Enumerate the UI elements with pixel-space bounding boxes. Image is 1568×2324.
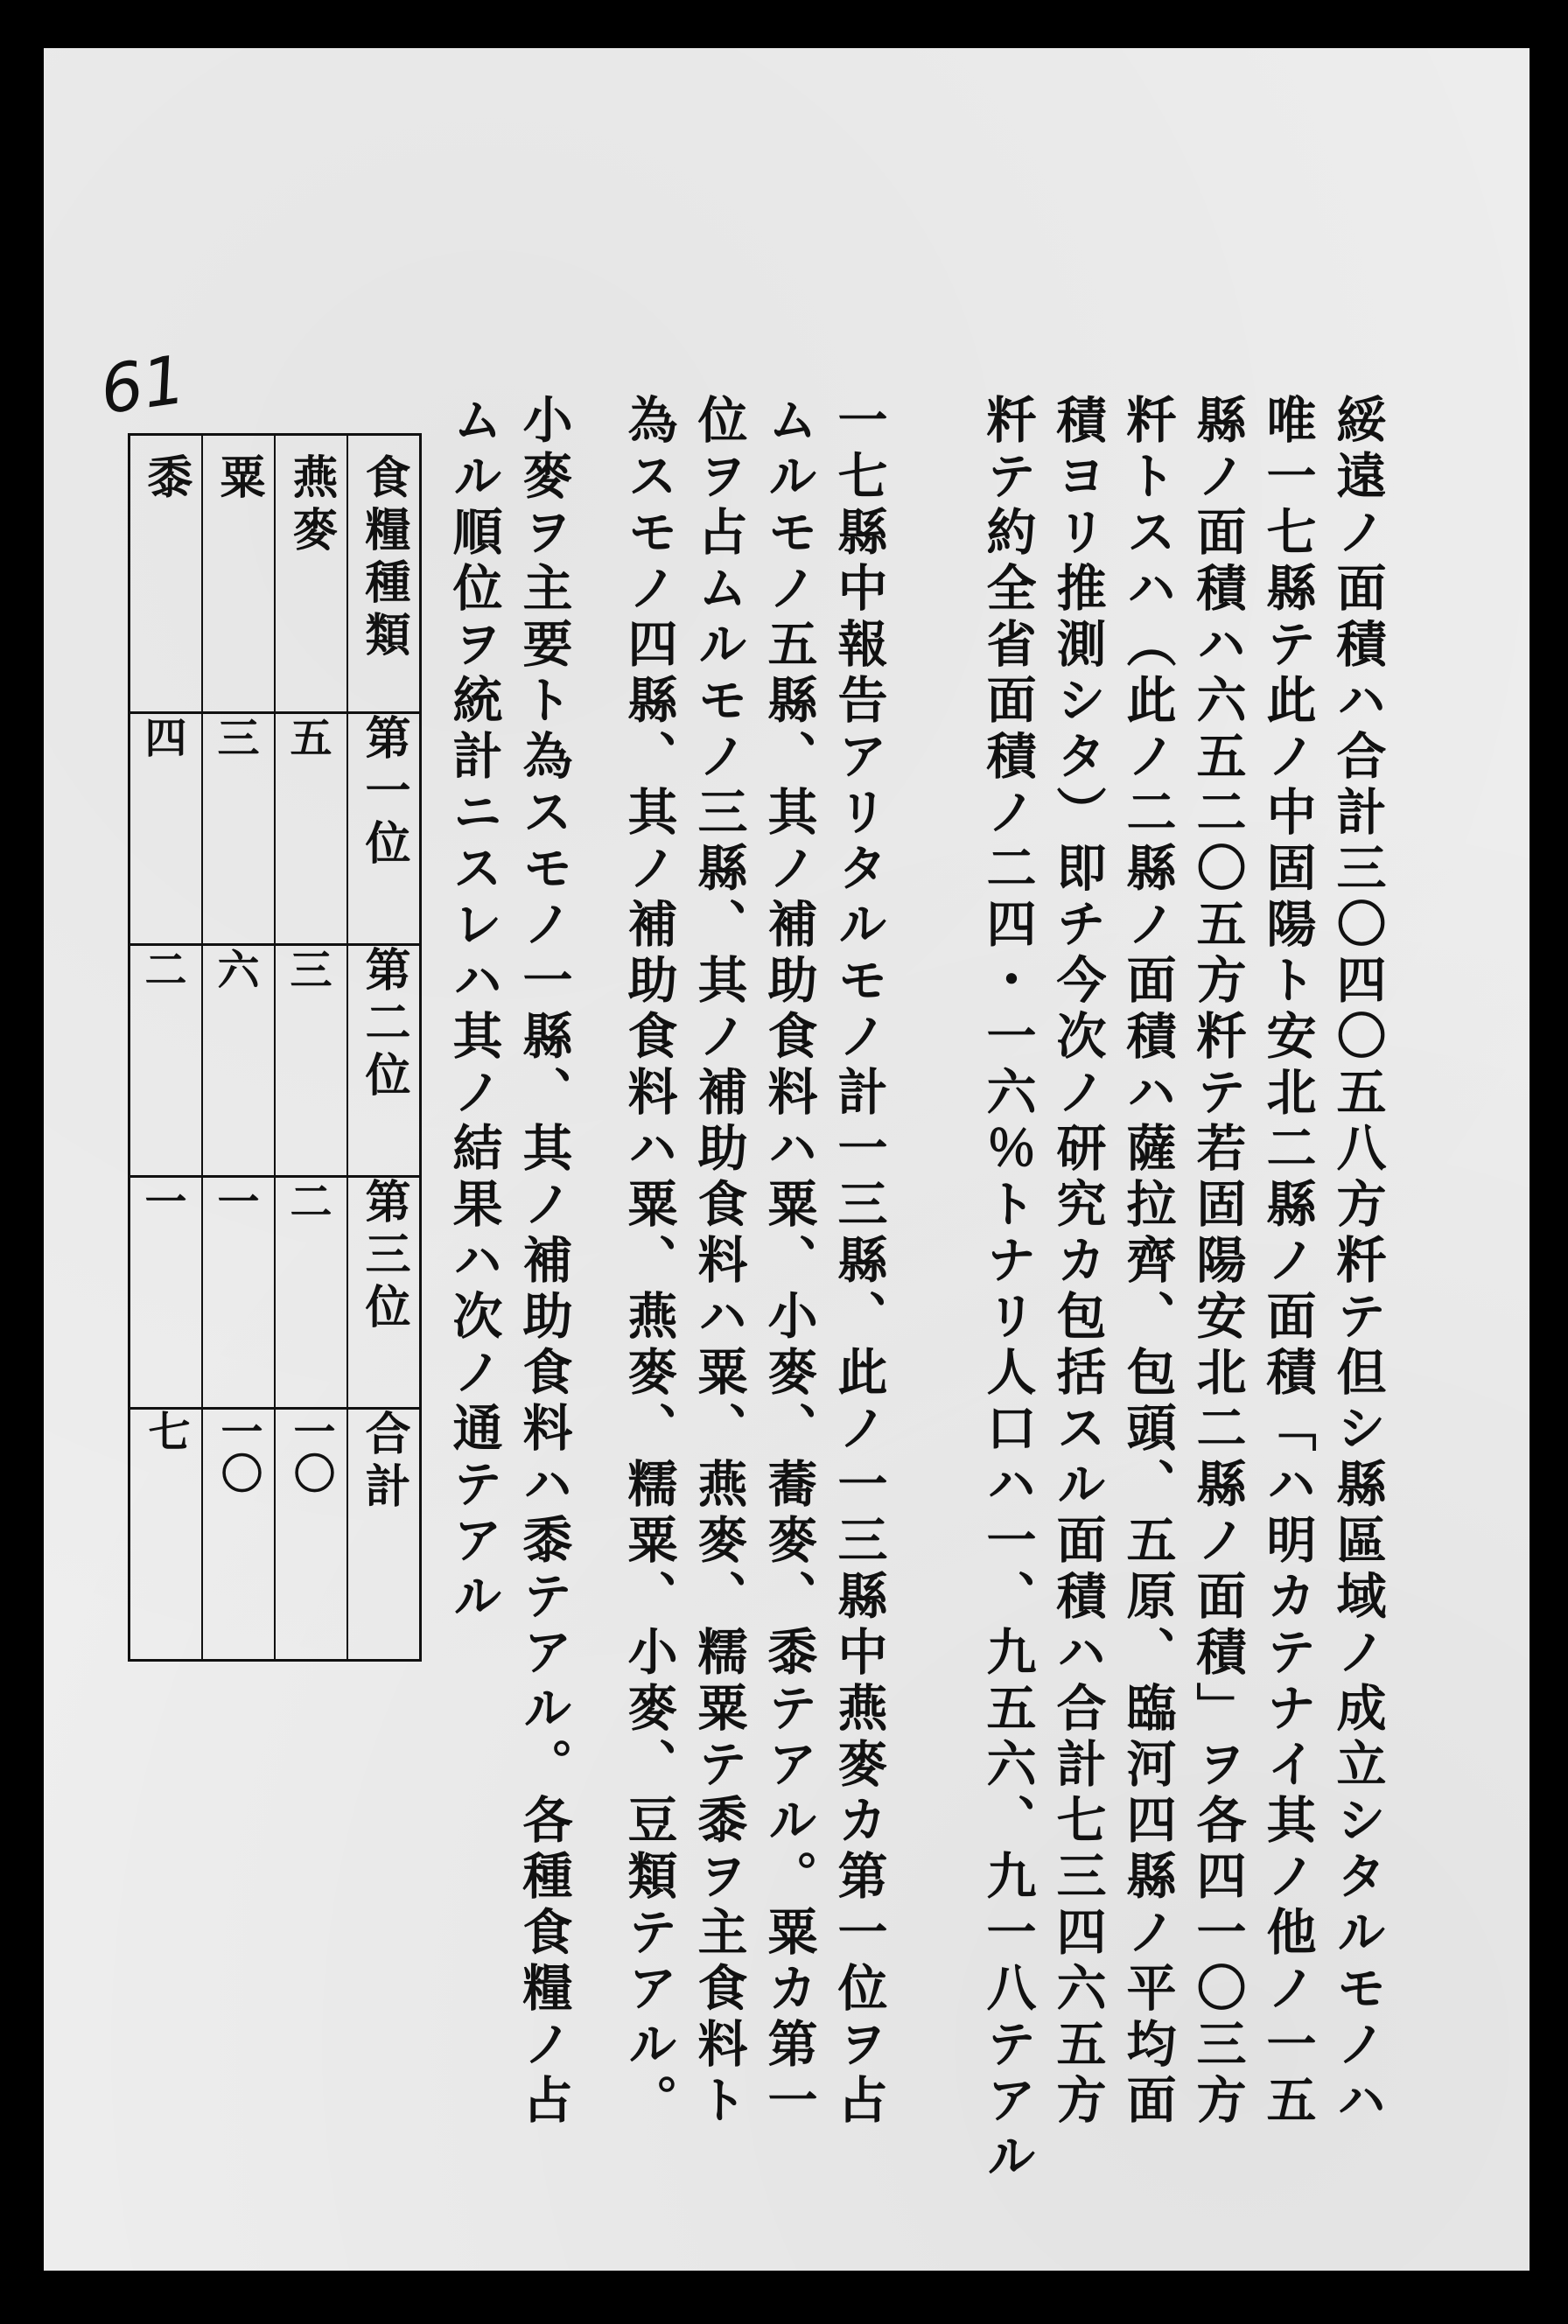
millet-total: 七 (130, 1409, 203, 1661)
text-column-4: 粁トスハ（此ノ二縣ノ面積ハ薩拉齊、包頭、五原、臨河四縣ノ平均面 (1118, 394, 1177, 2130)
foxtail-millet-second: 六 (202, 945, 275, 1177)
text-column-12: ムル順位ヲ統計ニスレハ其ノ結果ハ次ノ通テアル (444, 394, 503, 1626)
header-first-rank: 第一位 (347, 713, 421, 945)
crop-cell-millet: 黍 (130, 435, 203, 713)
header-total: 合計 (347, 1409, 421, 1661)
foxtail-millet-total: 一〇 (202, 1409, 275, 1661)
text-column-7: 一七縣中報告アリタルモノ計一三縣、此ノ一三縣中燕麥カ第一位ヲ占 (830, 394, 888, 2130)
millet-first: 四 (130, 713, 203, 945)
text-column-10: 為スモノ四縣、其ノ補助食料ハ粟、燕麥、糯粟、小麥、豆類テアル。 (620, 394, 678, 2130)
text-column-11: 小麥ヲ主要ト為スモノ一縣、其ノ補助食料ハ黍テアル。各種食糧ノ占 (514, 394, 573, 2130)
foxtail-millet-first: 三 (202, 713, 275, 945)
millet-second: 二 (130, 945, 203, 1177)
millet-third: 一 (130, 1177, 203, 1409)
text-column-6: 粁テ約全省面積ノ二四・一六％トナリ人口ハ一、九五六、九一八テアル (978, 394, 1037, 2186)
crop-cell-foxtail-millet: 粟 (202, 435, 275, 713)
text-column-9: 位ヲ占ムルモノ三縣、其ノ補助食料ハ粟、燕麥、糯粟テ黍ヲ主食料ト (690, 394, 748, 2130)
crop-cell-oats: 燕麥 (275, 435, 347, 713)
header-second-rank: 第二位 (347, 945, 421, 1177)
text-column-1: 綏遠ノ面積ハ合計三〇四〇五八方粁テ但シ縣區域ノ成立シタルモノハ (1328, 394, 1387, 2130)
food-ranking-table (128, 433, 422, 1662)
oats-second: 三 (275, 945, 347, 1177)
document-page (44, 48, 1530, 2271)
header-third-rank: 第三位 (347, 1177, 421, 1409)
oats-first: 五 (275, 713, 347, 945)
foxtail-millet-third: 一 (202, 1177, 275, 1409)
text-column-5: 積ヨリ推測シタ）即チ今次ノ研究カ包括スル面積ハ合計七三四六五方 (1048, 394, 1107, 2130)
text-column-3: 縣ノ面積ハ六五二〇五方粁テ若固陽安北二縣ノ面積」ヲ各四一〇三方 (1188, 394, 1247, 2130)
oats-third: 二 (275, 1177, 347, 1409)
page-number: 61 (95, 340, 191, 430)
header-crop-type: 食糧種類 (347, 435, 421, 713)
text-column-8: ムルモノ五縣、其ノ補助食料ハ粟、小麥、蕎麥、黍テアル。粟カ第一 (760, 394, 818, 2130)
oats-total: 一〇 (275, 1409, 347, 1661)
text-column-2: 唯一七縣テ此ノ中固陽ト安北二縣ノ面積「ハ明カテナイ其ノ他ノ一五 (1258, 394, 1317, 2130)
